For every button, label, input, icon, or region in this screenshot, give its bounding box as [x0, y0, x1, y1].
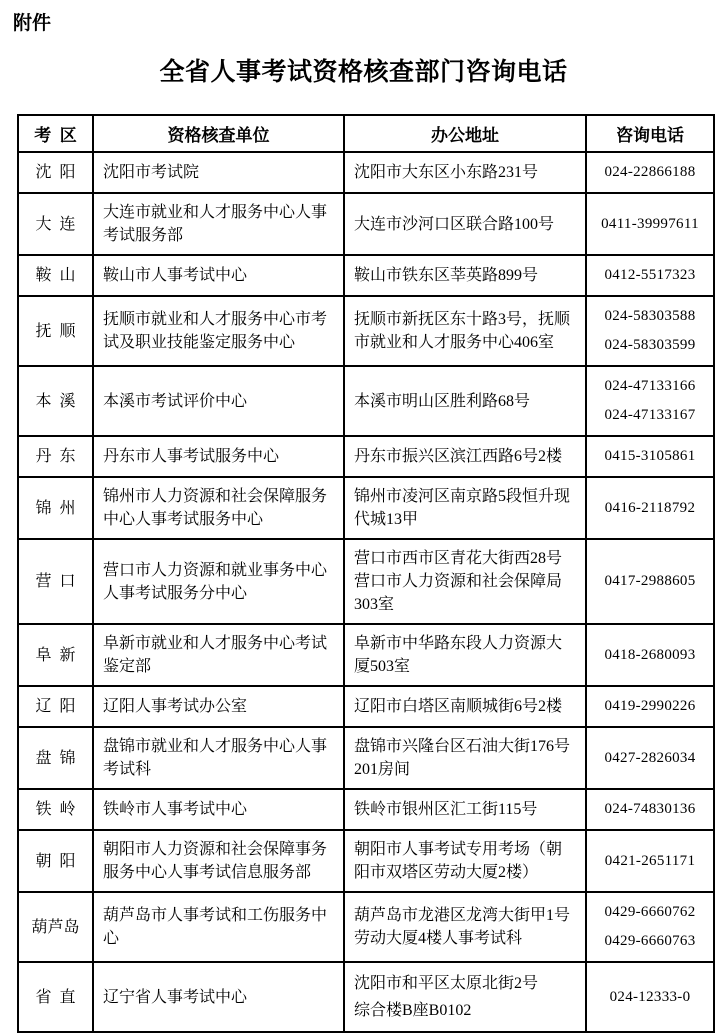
address-line: 铁岭市银州区汇工街115号 — [354, 801, 538, 818]
table-body — [18, 152, 714, 1032]
address-line: 抚顺市新抚区东十路3号，抚顺市就业和人才服务中心406室 — [354, 311, 571, 351]
address-line: 沈阳市大东区小东路231号 — [354, 164, 539, 181]
address-line: 本溪市明山区胜利路68号 — [354, 392, 531, 410]
region-cell: 铁 岭 — [18, 789, 93, 830]
unit-cell: 丹东市人事考试服务中心 — [93, 436, 344, 477]
address-line: 丹东市振兴区滨江西路6号2楼 — [354, 448, 563, 465]
address-cell — [344, 686, 586, 727]
unit-cell: 大连市就业和人才服务中心人事考试服务部 — [93, 193, 344, 255]
region-cell: 盘 锦 — [18, 727, 93, 789]
phone-cell — [586, 296, 714, 366]
phone-number: 024-12333-0 — [609, 988, 691, 1005]
region-cell: 鞍 山 — [18, 255, 93, 296]
unit-cell: 朝阳市人力资源和社会保障事务服务中心人事考试信息服务部 — [93, 830, 344, 892]
address-cell — [344, 892, 586, 962]
address-line: 鞍山市铁东区莘英路899号 — [354, 267, 539, 284]
column-header-phone: 咨询电话 — [586, 115, 714, 152]
phone-number: 0415-3105861 — [604, 448, 696, 464]
region-cell: 辽 阳 — [18, 686, 93, 727]
address-line: 朝阳市人事考试专用考场（朝阳市双塔区劳动大厦2楼） — [354, 841, 563, 881]
region-cell: 本 溪 — [18, 366, 93, 436]
region-cell: 朝 阳 — [18, 830, 93, 892]
table-row — [18, 255, 714, 296]
address-line: 盘锦市兴隆台区石油大街176号201房间 — [354, 738, 571, 778]
address-line: 综合楼B座B0102 — [354, 1002, 472, 1019]
region-cell: 锦 州 — [18, 477, 93, 539]
phone-number: 024-58303599 — [604, 337, 696, 353]
table-row — [18, 436, 714, 477]
table-row — [18, 539, 714, 624]
address-line: 阜新市中华路东段人力资源大厦503室 — [354, 635, 563, 675]
table-row — [18, 686, 714, 727]
region-cell: 葫芦岛 — [18, 892, 93, 962]
phone-number: 0418-2680093 — [604, 646, 696, 663]
address-line: 葫芦岛市龙港区龙湾大街甲1号劳动大厦4楼人事考试科 — [354, 907, 571, 947]
phone-cell — [586, 477, 714, 539]
region-cell: 大 连 — [18, 193, 93, 255]
phone-cell — [586, 436, 714, 477]
address-line: 沈阳市和平区太原北街2号 — [354, 975, 539, 992]
unit-cell: 辽阳人事考试办公室 — [93, 686, 344, 727]
table-header-row — [18, 115, 714, 152]
unit-cell: 阜新市就业和人才服务中心考试鉴定部 — [93, 624, 344, 686]
table-row — [18, 830, 714, 892]
phone-cell — [586, 539, 714, 624]
address-cell — [344, 436, 586, 477]
phone-number: 0412-5517323 — [604, 267, 696, 283]
address-cell — [344, 789, 586, 830]
column-header-region: 考 区 — [18, 115, 93, 152]
address-cell — [344, 830, 586, 892]
region-cell: 营 口 — [18, 539, 93, 624]
address-line: 辽阳市白塔区南顺城街6号2楼 — [354, 698, 563, 715]
address-cell — [344, 539, 586, 624]
phone-cell — [586, 686, 714, 727]
address-cell — [344, 962, 586, 1032]
phone-cell — [586, 830, 714, 892]
table-row — [18, 789, 714, 830]
column-header-address: 办公地址 — [344, 115, 586, 152]
phone-number: 024-22866188 — [604, 164, 696, 180]
phone-cell — [586, 789, 714, 830]
address-line: 大连市沙河口区联合路100号 — [354, 215, 555, 233]
unit-cell: 营口市人力资源和就业事务中心人事考试服务分中心 — [93, 539, 344, 624]
phone-cell — [586, 255, 714, 296]
phone-number: 0417-2988605 — [604, 573, 696, 589]
address-cell — [344, 296, 586, 366]
region-cell: 抚 顺 — [18, 296, 93, 366]
region-cell: 沈 阳 — [18, 152, 93, 193]
phone-cell — [586, 152, 714, 193]
unit-cell: 锦州市人力资源和社会保障服务中心人事考试服务中心 — [93, 477, 344, 539]
phone-number: 0429-6660763 — [604, 933, 696, 949]
phone-number: 0419-2990226 — [604, 698, 696, 714]
table-row — [18, 152, 714, 193]
phone-cell — [586, 366, 714, 436]
address-cell — [344, 152, 586, 193]
address-cell — [344, 255, 586, 296]
address-cell — [344, 727, 586, 789]
phone-directory-table — [17, 114, 715, 1033]
table-row — [18, 624, 714, 686]
address-line: 营口市西市区青花大街西28号营口市人力资源和社会保障局303室 — [354, 550, 563, 613]
phone-number: 024-58303588 — [604, 308, 696, 324]
address-cell — [344, 366, 586, 436]
table-row — [18, 892, 714, 962]
phone-cell — [586, 193, 714, 255]
phone-number: 0421-2651171 — [604, 852, 696, 869]
table-row — [18, 366, 714, 436]
unit-cell: 鞍山市人事考试中心 — [93, 255, 344, 296]
address-cell — [344, 193, 586, 255]
table-row — [18, 296, 714, 366]
phone-cell — [586, 892, 714, 962]
phone-number: 0416-2118792 — [604, 499, 696, 516]
page-title: 全省人事考试资格核查部门咨询电话 — [159, 59, 568, 86]
address-cell — [344, 624, 586, 686]
phone-cell — [586, 624, 714, 686]
address-line: 锦州市凌河区南京路5段恒升现代城13甲 — [354, 488, 571, 528]
phone-cell — [586, 727, 714, 789]
unit-cell: 本溪市考试评价中心 — [93, 366, 344, 436]
unit-cell: 葫芦岛市人事考试和工伤服务中心 — [93, 892, 344, 962]
unit-cell: 抚顺市就业和人才服务中心市考试及职业技能鉴定服务中心 — [93, 296, 344, 366]
table-row — [18, 477, 714, 539]
attachment-label: 附件 — [13, 13, 52, 34]
table-row — [18, 962, 714, 1032]
phone-number: 024-74830136 — [604, 801, 696, 817]
table-header — [18, 115, 714, 152]
phone-number: 0427-2826034 — [604, 749, 696, 766]
region-cell: 丹 东 — [18, 436, 93, 477]
phone-cell — [586, 962, 714, 1032]
unit-cell: 盘锦市就业和人才服务中心人事考试科 — [93, 727, 344, 789]
unit-cell: 辽宁省人事考试中心 — [93, 962, 344, 1032]
table-row — [18, 727, 714, 789]
phone-number: 024-47133167 — [604, 407, 696, 423]
phone-number: 024-47133166 — [604, 378, 696, 394]
region-cell: 省 直 — [18, 962, 93, 1032]
phone-number: 0429-6660762 — [604, 904, 696, 920]
column-header-unit: 资格核查单位 — [93, 115, 344, 152]
unit-cell: 沈阳市考试院 — [93, 152, 344, 193]
region-cell: 阜 新 — [18, 624, 93, 686]
unit-cell: 铁岭市人事考试中心 — [93, 789, 344, 830]
table-row — [18, 193, 714, 255]
phone-number: 0411-39997611 — [601, 215, 699, 232]
address-cell — [344, 477, 586, 539]
